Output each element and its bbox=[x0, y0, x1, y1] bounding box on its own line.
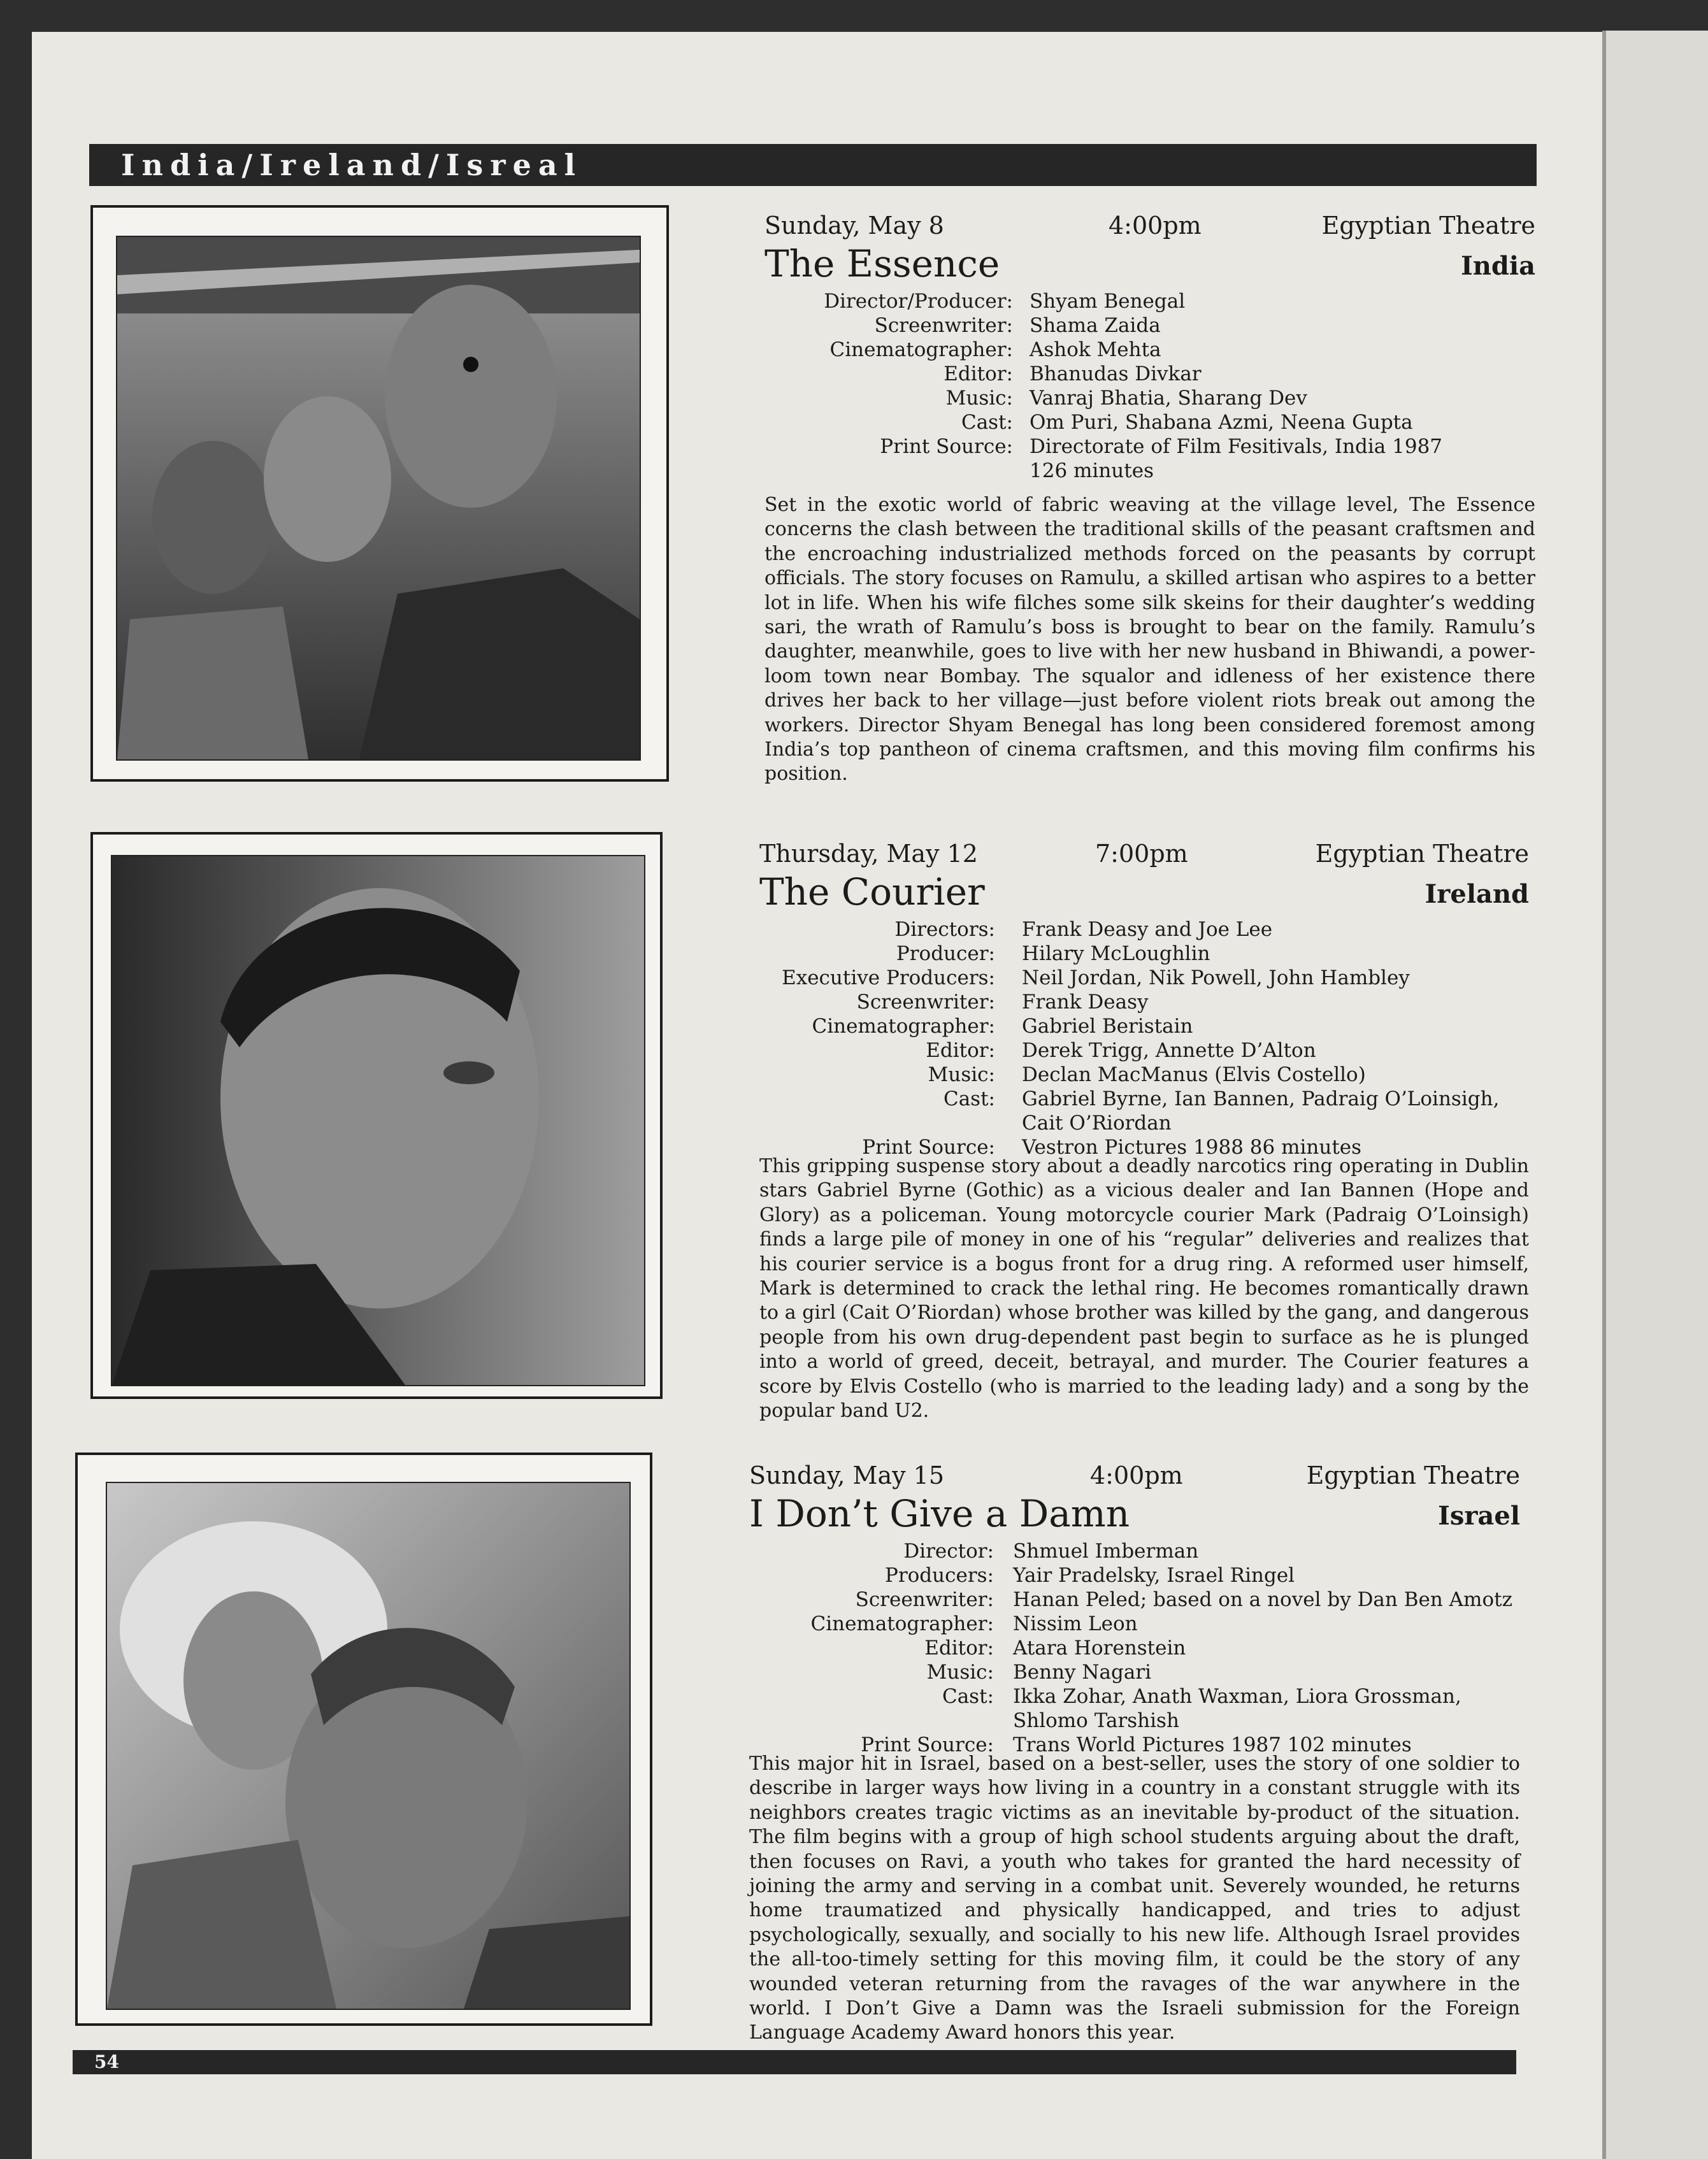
page-number: 54 bbox=[94, 2051, 119, 2072]
credits-list bbox=[764, 289, 1535, 483]
credit-line bbox=[759, 966, 1529, 990]
credit-name: Benny Nagari bbox=[1013, 1661, 1152, 1684]
credit-name: Shama Zaida bbox=[1030, 314, 1161, 337]
credit-name: Nissim Leon bbox=[1013, 1612, 1138, 1635]
credit-name: Hilary McLoughlin bbox=[1022, 942, 1210, 965]
credit-role: Executive Producers: bbox=[782, 966, 995, 989]
credit-role: Print Source: bbox=[861, 1733, 994, 1756]
film-entry-2 bbox=[759, 840, 1529, 1423]
screening-time: 4:00pm bbox=[1109, 212, 1202, 240]
credit-role: Cinematographer: bbox=[810, 1612, 994, 1635]
credit-role: Producer: bbox=[896, 942, 995, 965]
credit-line bbox=[759, 1038, 1529, 1063]
credit-name: Gabriel Beristain bbox=[1022, 1015, 1193, 1038]
credit-role: Music: bbox=[928, 1063, 995, 1086]
section-header bbox=[89, 144, 1537, 186]
credit-role: Music: bbox=[926, 1661, 994, 1684]
credit-line bbox=[764, 338, 1535, 362]
credit-name: Gabriel Byrne, Ian Bannen, Padraig O’Loinsigh, bbox=[1022, 1087, 1500, 1110]
credit-role: Music: bbox=[945, 387, 1013, 410]
credit-line bbox=[749, 1588, 1520, 1612]
credit-line bbox=[764, 459, 1535, 483]
film-photo-frame-1 bbox=[90, 205, 669, 782]
credit-name: Om Puri, Shabana Azmi, Neena Gupta bbox=[1030, 411, 1413, 434]
credit-line bbox=[749, 1684, 1520, 1709]
screening-date: Thursday, May 12 bbox=[759, 840, 978, 868]
credit-name: Derek Trigg, Annette D’Alton bbox=[1022, 1039, 1316, 1062]
credit-name: Frank Deasy bbox=[1022, 991, 1149, 1014]
film-still-the-essence bbox=[116, 236, 641, 761]
credit-role: Editor: bbox=[944, 362, 1013, 385]
credit-role: Cinematographer: bbox=[829, 338, 1013, 361]
film-country: India bbox=[1461, 251, 1535, 281]
credit-line bbox=[749, 1660, 1520, 1684]
credit-role: Cast: bbox=[943, 1087, 995, 1110]
credit-name: Cait O’Riordan bbox=[1022, 1112, 1172, 1135]
film-photo-frame-2 bbox=[90, 832, 663, 1399]
credit-role: Cast: bbox=[961, 411, 1013, 434]
credit-line bbox=[764, 386, 1535, 410]
credit-name: Shmuel Imberman bbox=[1013, 1540, 1199, 1563]
credit-line bbox=[759, 990, 1529, 1014]
film-title: I Don’t Give a Damn bbox=[749, 1492, 1130, 1535]
credit-role: Print Source: bbox=[862, 1136, 995, 1159]
credit-name: Bhanudas Divkar bbox=[1030, 362, 1202, 385]
film-synopsis: Set in the exotic world of fabric weaving at the village level, The Essence concerns the clash between the traditional skills of the peasant craftsmen and the encroaching industrialized methods forced on the peasants by corrupt officials. The story focuses on Ramulu, a skilled artisan who aspires to a better lot in life. When his wife filches some silk skeins for their daughter’s wedding sari, the wrath of Ramulu’s boss is brought to bear on the family. Ramulu’s daughter, meanwhile, goes to live with her new husband in Bhiwandi, a power-loom town near Bombay. The squalor and idleness of her existence there drives her back to her village—just before violent riots break out among the workers. Director Shyam Benegal has long been considered foremost among India’s top pantheon of cinema craftsmen, and this moving film confirms his position. bbox=[764, 494, 1535, 785]
film-still-i-dont-give-a-damn bbox=[106, 1482, 631, 2010]
credit-line bbox=[759, 1111, 1529, 1135]
credit-name: Vanraj Bhatia, Sharang Dev bbox=[1030, 387, 1307, 410]
film-title: The Courier bbox=[759, 870, 985, 914]
screening-time: 4:00pm bbox=[1090, 1461, 1183, 1489]
credit-name: Shyam Benegal bbox=[1030, 290, 1186, 313]
credit-role: Screenwriter: bbox=[874, 314, 1013, 337]
credit-role: Screenwriter: bbox=[855, 1588, 994, 1611]
credit-line bbox=[764, 362, 1535, 386]
credit-name: Frank Deasy and Joe Lee bbox=[1022, 918, 1273, 941]
credit-name: 126 minutes bbox=[1030, 459, 1154, 482]
credit-name: Ikka Zohar, Anath Waxman, Liora Grossman, bbox=[1013, 1685, 1461, 1708]
section-title: India/Ireland/Isreal bbox=[121, 148, 583, 182]
screening-date: Sunday, May 15 bbox=[749, 1461, 945, 1489]
screening-venue: Egyptian Theatre bbox=[1321, 212, 1535, 240]
film-entry-1 bbox=[764, 212, 1535, 785]
credits-list bbox=[759, 917, 1529, 1159]
film-synopsis: This major hit in Israel, based on a best-seller, uses the story of one soldier to describe in larger ways how living in a country in a constant struggle with its neighbors creates tragic victims as an inevitable by-product of the situation. The film begins with a group of high school students arguing about the draft, then focuses on Ravi, a youth who takes for granted the hard necessity of joining the army and serving in a combat unit. Severely wounded, he returns home traumatized and physically handicapped, and tries to adjust psychologically, sexually, and socially to his new life. Although Israel provides the all-too-timely setting for this moving film, it could be the story of any wounded veteran returning from the ravages of the war anywhere in the world. I Don’t Give a Damn was the Israeli submission for the Foreign Language Academy Award honors this year. bbox=[749, 1753, 1520, 2044]
credit-line bbox=[759, 1087, 1529, 1111]
credit-line bbox=[759, 1063, 1529, 1087]
film-title: The Essence bbox=[764, 242, 1000, 285]
credit-line bbox=[764, 289, 1535, 313]
credit-role: Editor: bbox=[924, 1637, 994, 1660]
credit-line bbox=[749, 1563, 1520, 1588]
facing-page-edge bbox=[1602, 31, 1708, 2159]
film-photo-frame-3 bbox=[75, 1452, 652, 2026]
credit-name: Neil Jordan, Nik Powell, John Hambley bbox=[1022, 966, 1410, 989]
credit-role: Director/Producer: bbox=[824, 290, 1013, 313]
screening-time: 7:00pm bbox=[1095, 840, 1188, 868]
film-synopsis: This gripping suspense story about a deadly narcotics ring operating in Dublin stars Gabriel Byrne (Gothic) as a vicious dealer and Ian Bannen (Hope and Glory) as a policeman. Young motorcycle courier Mark (Padraig O’Loinsigh) finds a large pile of money in one of his “regular” deliveries and realizes that his courier service is a bogus front for a drug ring. A reformed user himself, Mark is determined to crack the lethal ring. He becomes romantically drawn to a girl (Cait O’Riordan) whose brother was killed by the gang, and dangerous people from his own drug-dependent past begin to surface as he is plunged into a world of greed, deceit, betrayal, and murder. The Courier features a score by Elvis Costello (who is married to the leading lady) and a song by the popular band U2. bbox=[759, 1155, 1529, 1423]
credit-line bbox=[759, 942, 1529, 966]
credit-role: Directors: bbox=[894, 918, 995, 941]
credit-name: Directorate of Film Fesitivals, India 1987 bbox=[1030, 435, 1443, 458]
screening-venue: Egyptian Theatre bbox=[1315, 840, 1529, 868]
credits-list bbox=[749, 1539, 1520, 1757]
footer-bar bbox=[73, 2050, 1516, 2074]
credit-name: Yair Pradelsky, Israel Ringel bbox=[1013, 1564, 1295, 1587]
credit-name: Trans World Pictures 1987 102 minutes bbox=[1013, 1733, 1412, 1756]
screening-date: Sunday, May 8 bbox=[764, 212, 944, 240]
credit-name: Atara Horenstein bbox=[1013, 1637, 1186, 1660]
credit-name: Vestron Pictures 1988 86 minutes bbox=[1022, 1136, 1362, 1159]
film-country: Ireland bbox=[1425, 879, 1529, 909]
film-country: Israel bbox=[1438, 1501, 1520, 1531]
credit-line bbox=[759, 917, 1529, 942]
credit-name: Shlomo Tarshish bbox=[1013, 1709, 1179, 1732]
credit-line bbox=[759, 1014, 1529, 1038]
credit-role: Director: bbox=[903, 1540, 994, 1563]
credit-role: Screenwriter: bbox=[856, 991, 995, 1014]
credit-line bbox=[749, 1612, 1520, 1636]
credit-line bbox=[749, 1636, 1520, 1660]
credit-line bbox=[749, 1709, 1520, 1733]
credit-line bbox=[764, 410, 1535, 434]
credit-line bbox=[749, 1539, 1520, 1563]
film-still-the-courier bbox=[111, 855, 645, 1386]
film-entry-3 bbox=[749, 1461, 1520, 2044]
credit-line bbox=[764, 434, 1535, 459]
credit-name: Hanan Peled; based on a novel by Dan Ben Amotz bbox=[1013, 1588, 1512, 1611]
credit-line bbox=[764, 313, 1535, 338]
screening-venue: Egyptian Theatre bbox=[1306, 1461, 1520, 1489]
credit-role: Print Source: bbox=[880, 435, 1013, 458]
credit-role: Cinematographer: bbox=[812, 1015, 995, 1038]
credit-role: Editor: bbox=[926, 1039, 995, 1062]
credit-name: Ashok Mehta bbox=[1030, 338, 1161, 361]
credit-name: Declan MacManus (Elvis Costello) bbox=[1022, 1063, 1366, 1086]
credit-role: Cast: bbox=[942, 1685, 994, 1708]
credit-role: Producers: bbox=[884, 1564, 994, 1587]
